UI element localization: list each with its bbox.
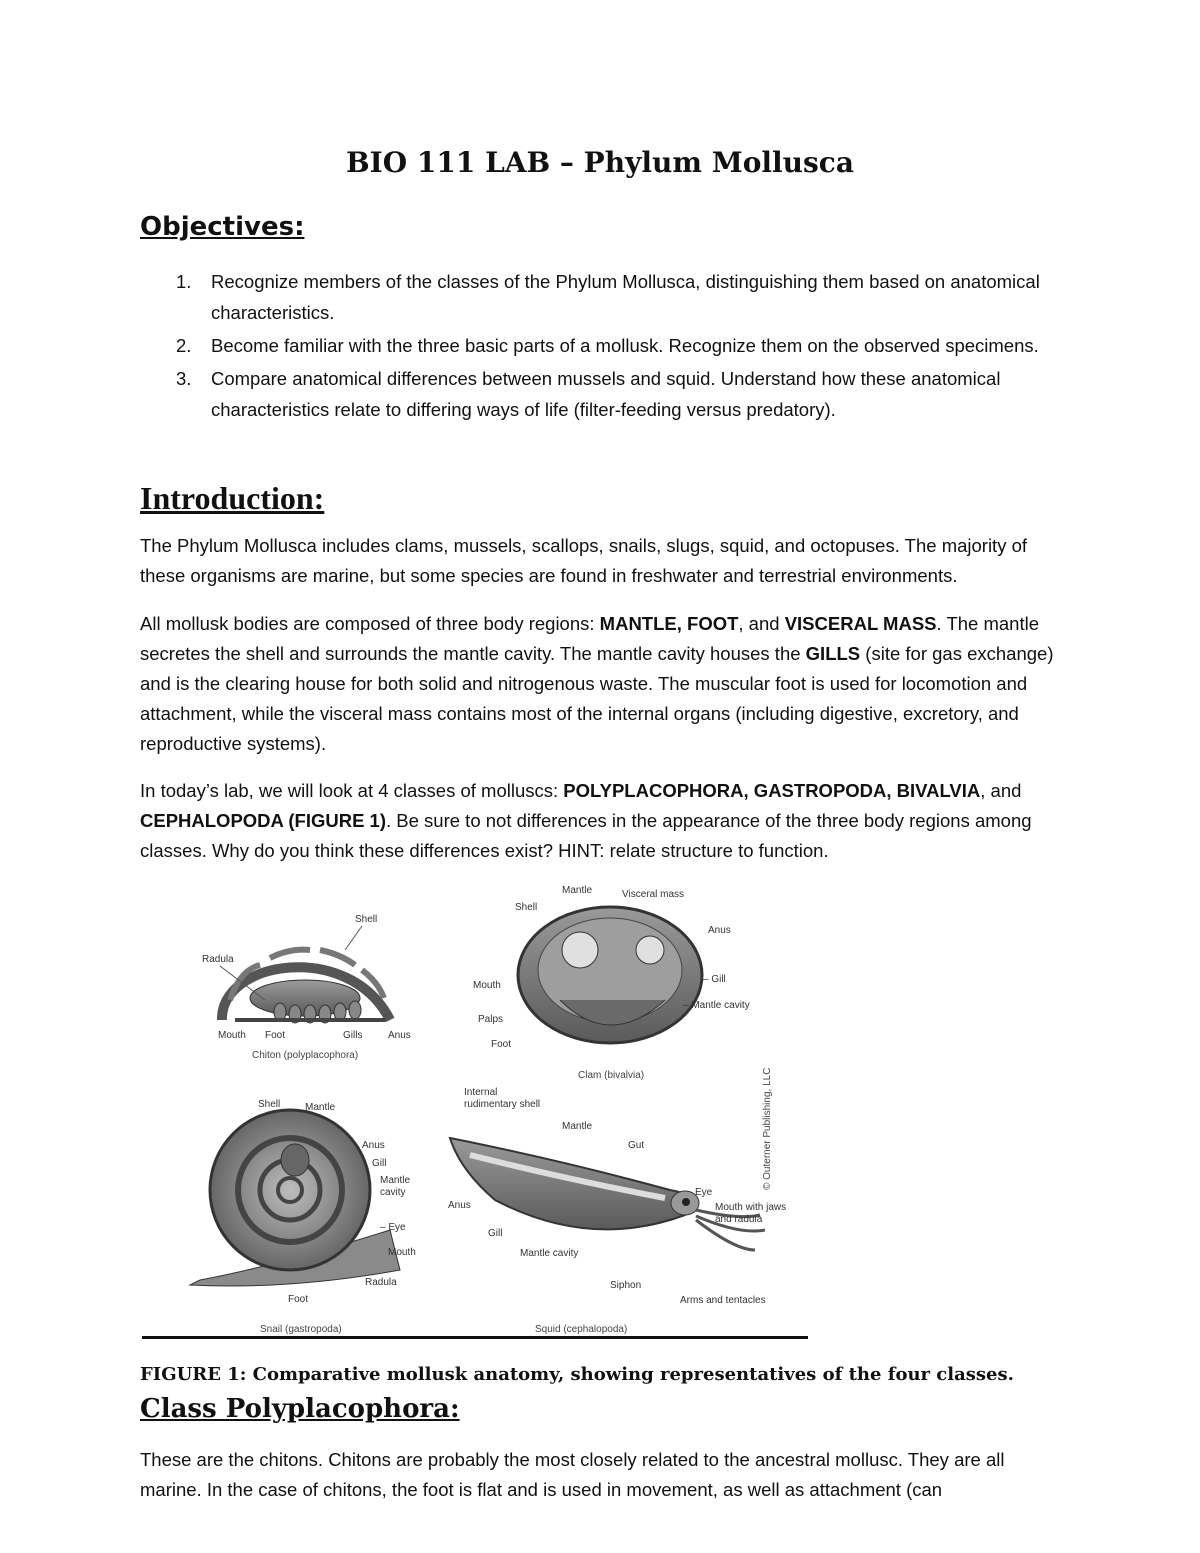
figure-caption: FIGURE 1: Comparative mollusk anatomy, showing representatives of the four classes. <box>140 1364 1014 1385</box>
squid-label-gut: Gut <box>628 1140 645 1151</box>
snail-label-foot: Foot <box>288 1294 309 1305</box>
squid-label-mouth-1: Mouth with jaws <box>715 1202 787 1213</box>
objective-text: Become familiar with the three basic parts of a mollusk. Recognize them on the observed specimens. <box>211 335 1039 356</box>
squid-label-mouth-2: and radula <box>715 1214 763 1225</box>
objectives-list <box>140 266 1070 427</box>
chiton-label-gills: Gills <box>343 1030 363 1041</box>
clam-label-mantle-cavity: – Mantle cavity <box>683 1000 750 1011</box>
squid-label-mantle-cavity: Mantle cavity <box>520 1248 579 1259</box>
squid-label-gill: Gill <box>488 1228 503 1239</box>
snail-label-eye: – Eye <box>380 1222 406 1233</box>
clam-label-mantle: Mantle <box>562 885 593 896</box>
chiton-label-mouth: Mouth <box>218 1030 246 1041</box>
figure-1-mollusk-anatomy <box>140 870 810 1340</box>
snail-diagram <box>190 1099 416 1335</box>
squid-caption: Squid (cephalopoda) <box>535 1324 628 1335</box>
chiton-label-shell: Shell <box>355 914 378 925</box>
figure-divider <box>142 1336 808 1339</box>
clam-label-foot: Foot <box>491 1039 512 1050</box>
chiton-caption: Chiton (polyplacophora) <box>252 1050 359 1061</box>
snail-label-anus: Anus <box>362 1140 385 1151</box>
figure-copyright: © Outerner Publishing, LLC <box>762 1067 773 1190</box>
chiton-label-radula: Radula <box>202 954 234 965</box>
intro-paragraph-2: All mollusk bodies are composed of three body regions: MANTLE, FOOT, and VISCERAL MASS. The mantle secretes the shell and surrounds the mantle cavity. The mantle cavity houses the GILLS (site for gas exchange) and is the clearing house for both solid and nitrogenous waste. The muscular foot is used for locomotion and attachment, while the visceral mass contains most of the internal organs (including digestive, excretory, and reproductive systems). <box>140 613 1054 754</box>
squid-label-arms: Arms and tentacles <box>680 1295 766 1306</box>
introduction-heading: Introduction: <box>140 480 325 516</box>
objective-number: 2. <box>176 335 192 356</box>
objective-text: Compare anatomical differences between mussels and squid. Understand how these anatomical characteristics relate to differing ways of life (filter-feeding versus predatory). <box>211 368 1001 420</box>
polyplacophora-paragraph: These are the chitons. Chitons are probably the most closely related to the ancestral mollusc. They are all marine. In the case of chitons, the foot is flat and is used in movement, as well as attachment (can <box>140 1449 1005 1500</box>
clam-label-mouth: Mouth <box>473 980 501 991</box>
polyplacophora-heading: Class Polyplacophora: <box>140 1394 460 1424</box>
snail-label-mantle-cavity-2: cavity <box>380 1187 406 1198</box>
objective-number: 3. <box>176 368 192 389</box>
chiton-label-anus: Anus <box>388 1030 411 1041</box>
chiton-diagram <box>202 914 411 1061</box>
clam-label-anus: Anus <box>708 925 731 936</box>
clam-label-shell: Shell <box>515 902 538 913</box>
squid-diagram <box>448 1087 786 1335</box>
clam-diagram <box>473 885 750 1081</box>
objective-number: 1. <box>176 271 192 292</box>
squid-label-mantle: Mantle <box>562 1121 593 1132</box>
squid-label-internal-2: rudimentary shell <box>464 1099 541 1110</box>
intro-paragraph-3: In today’s lab, we will look at 4 classes of molluscs: POLYPLACOPHORA, GASTROPODA, BIVALVIA, and CEPHALOPODA (FIGURE 1). Be sure to not differences in the appearance of the three body regions among classes. Why do you think these differences exist? HINT: relate structure to function. <box>140 780 1032 861</box>
snail-label-mantle: Mantle <box>305 1102 336 1113</box>
chiton-label-foot: Foot <box>265 1030 286 1041</box>
clam-label-palps: Palps <box>478 1014 504 1025</box>
snail-label-radula: Radula <box>365 1277 397 1288</box>
objective-item <box>140 363 1070 425</box>
snail-label-mantle-cavity-1: Mantle <box>380 1175 411 1186</box>
objective-item <box>140 266 1070 328</box>
snail-label-shell: Shell <box>258 1099 281 1110</box>
snail-caption: Snail (gastropoda) <box>260 1324 342 1335</box>
objective-item <box>140 330 1070 361</box>
squid-label-siphon: Siphon <box>610 1280 642 1291</box>
objectives-heading: Objectives: <box>140 212 305 242</box>
clam-label-gill: – Gill <box>703 974 726 985</box>
snail-label-mouth: Mouth <box>388 1247 416 1258</box>
clam-label-visceral: Visceral mass <box>622 889 685 900</box>
squid-label-internal-1: Internal <box>464 1087 498 1098</box>
squid-label-eye: Eye <box>695 1187 713 1198</box>
squid-label-anus: Anus <box>448 1200 471 1211</box>
page-title: BIO 111 LAB – Phylum Mollusca <box>346 146 854 179</box>
snail-label-gill: Gill <box>372 1158 387 1169</box>
objective-text: Recognize members of the classes of the Phylum Mollusca, distinguishing them based on anatomical characteristics. <box>211 271 1040 323</box>
intro-paragraph-1: The Phylum Mollusca includes clams, mussels, scallops, snails, slugs, squid, and octopuses. The majority of these organisms are marine, but some species are found in freshwater and terrestrial environments. <box>140 535 1028 586</box>
clam-caption: Clam (bivalvia) <box>578 1070 645 1081</box>
